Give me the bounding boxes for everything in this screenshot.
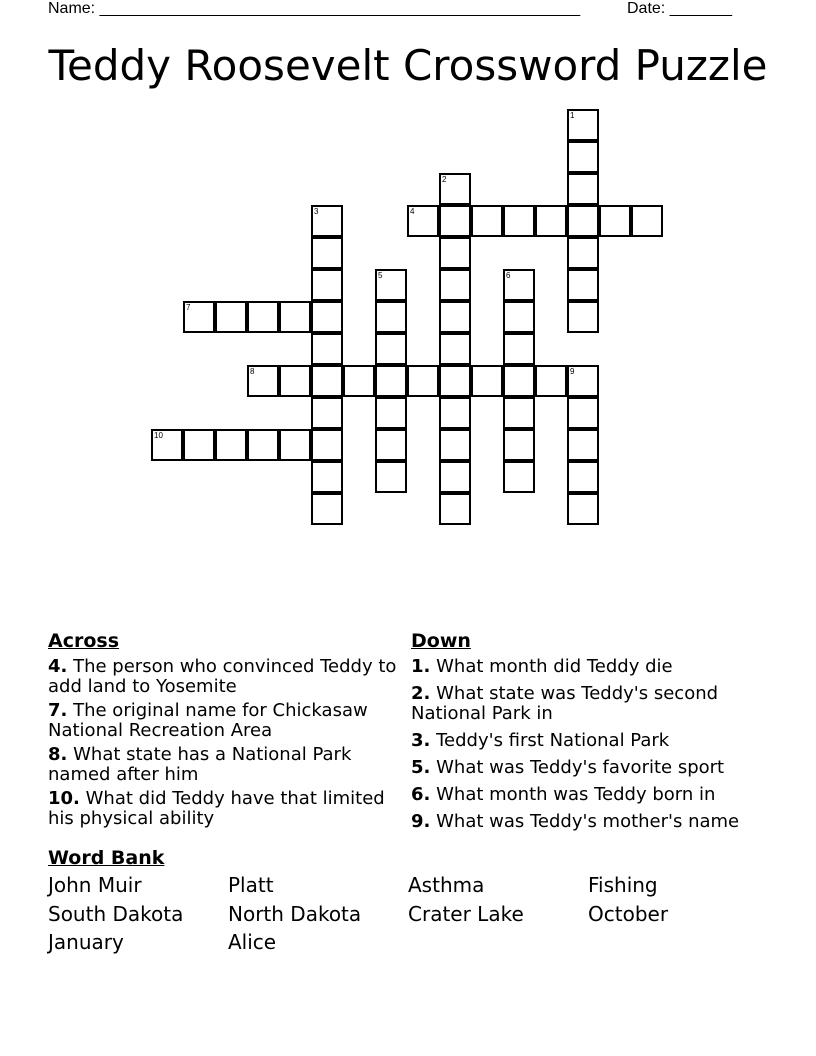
- grid-cell[interactable]: [439, 493, 471, 525]
- grid-cell[interactable]: [311, 333, 343, 365]
- clue-number-label: 8: [250, 367, 255, 376]
- grid-cell[interactable]: [343, 365, 375, 397]
- grid-cell[interactable]: [247, 301, 279, 333]
- clue-text: What was Teddy's favorite sport: [436, 757, 725, 778]
- word-bank-heading: Word Bank: [48, 847, 165, 869]
- down-heading: Down: [411, 630, 471, 652]
- word-bank-item: January: [48, 930, 124, 954]
- grid-cell[interactable]: [439, 269, 471, 301]
- grid-cell[interactable]: [247, 365, 279, 397]
- grid-cell[interactable]: [439, 301, 471, 333]
- grid-cell[interactable]: [567, 205, 599, 237]
- clue-number: 7.: [48, 700, 68, 721]
- grid-cell[interactable]: [439, 461, 471, 493]
- grid-cell[interactable]: [407, 205, 439, 237]
- grid-cell[interactable]: [471, 365, 503, 397]
- clue-text: What state was Teddy's second National Park in: [411, 683, 719, 724]
- grid-cell[interactable]: [407, 365, 439, 397]
- grid-cell[interactable]: [215, 429, 247, 461]
- clue-text: The person who convinced Teddy to add land to Yosemite: [48, 656, 397, 697]
- word-bank-item: Platt: [228, 873, 274, 897]
- grid-cell[interactable]: [279, 429, 311, 461]
- grid-cell[interactable]: [567, 301, 599, 333]
- grid-cell[interactable]: [375, 269, 407, 301]
- grid-cell[interactable]: [567, 397, 599, 429]
- grid-cell[interactable]: [311, 237, 343, 269]
- grid-cell[interactable]: [375, 333, 407, 365]
- word-bank-item: October: [588, 902, 669, 926]
- word-bank-item: Asthma: [408, 873, 485, 897]
- grid-cell[interactable]: [567, 429, 599, 461]
- grid-cell[interactable]: [183, 429, 215, 461]
- across-clue: [48, 745, 400, 785]
- grid-cell[interactable]: [599, 205, 631, 237]
- grid-cell[interactable]: [311, 365, 343, 397]
- date-field[interactable]: Date: _______: [627, 0, 732, 17]
- grid-cell[interactable]: [311, 301, 343, 333]
- across-clue: [48, 657, 400, 697]
- down-clue: [411, 812, 751, 832]
- grid-cell[interactable]: [503, 269, 535, 301]
- word-bank-item: Fishing: [588, 873, 658, 897]
- grid-cell[interactable]: [311, 397, 343, 429]
- grid-cell[interactable]: [503, 333, 535, 365]
- grid-cell[interactable]: [503, 429, 535, 461]
- down-clue: [411, 731, 751, 751]
- clue-number-label: 4: [410, 207, 415, 216]
- grid-cell[interactable]: [439, 237, 471, 269]
- word-bank-item: Alice: [228, 930, 277, 954]
- grid-cell[interactable]: [279, 301, 311, 333]
- grid-cell[interactable]: [439, 333, 471, 365]
- grid-cell[interactable]: [151, 429, 183, 461]
- grid-cell[interactable]: [503, 205, 535, 237]
- across-clue: [48, 701, 400, 741]
- grid-cell[interactable]: [567, 365, 599, 397]
- grid-cell[interactable]: [567, 461, 599, 493]
- clue-number: 10.: [48, 788, 80, 809]
- clue-number-label: 9: [570, 367, 575, 376]
- grid-cell[interactable]: [311, 493, 343, 525]
- clue-number: 3.: [411, 730, 431, 751]
- grid-cell[interactable]: [567, 109, 599, 141]
- down-clue: [411, 758, 751, 778]
- clue-number: 8.: [48, 744, 68, 765]
- grid-cell[interactable]: [311, 461, 343, 493]
- across-clue: [48, 789, 400, 829]
- clue-text: What month was Teddy born in: [436, 784, 716, 805]
- clue-text: What state has a National Park named after him: [48, 744, 352, 785]
- clue-number: 4.: [48, 656, 68, 677]
- clue-text: What month did Teddy die: [436, 656, 673, 677]
- grid-cell[interactable]: [375, 365, 407, 397]
- clue-number: 5.: [411, 757, 431, 778]
- grid-cell[interactable]: [503, 461, 535, 493]
- grid-cell[interactable]: [535, 205, 567, 237]
- grid-cell[interactable]: [439, 205, 471, 237]
- grid-cell[interactable]: [503, 301, 535, 333]
- clue-number-label: 2: [442, 175, 447, 184]
- grid-cell[interactable]: [471, 205, 503, 237]
- grid-cell[interactable]: [503, 365, 535, 397]
- clue-text: The original name for Chickasaw National Recreation Area: [48, 700, 368, 741]
- grid-cell[interactable]: [439, 397, 471, 429]
- grid-cell[interactable]: [439, 429, 471, 461]
- down-clue-list: [411, 657, 751, 839]
- clue-number-label: 7: [186, 303, 191, 312]
- grid-cell[interactable]: [503, 397, 535, 429]
- grid-cell[interactable]: [375, 429, 407, 461]
- clue-number-label: 6: [506, 271, 511, 280]
- clue-number-label: 1: [570, 111, 575, 120]
- clue-number-label: 5: [378, 271, 383, 280]
- grid-cell[interactable]: [247, 429, 279, 461]
- down-clue: [411, 684, 751, 724]
- clue-number: 9.: [411, 811, 431, 832]
- page-title: Teddy Roosevelt Crossword Puzzle: [48, 41, 768, 90]
- grid-cell[interactable]: [567, 237, 599, 269]
- grid-cell[interactable]: [311, 429, 343, 461]
- grid-cell[interactable]: [439, 173, 471, 205]
- grid-cell[interactable]: [535, 365, 567, 397]
- clue-text: Teddy's first National Park: [436, 730, 670, 751]
- clue-number: 6.: [411, 784, 431, 805]
- clue-text: What did Teddy have that limited his physical ability: [48, 788, 385, 829]
- down-clue: [411, 785, 751, 805]
- down-clue: [411, 657, 751, 677]
- grid-cell[interactable]: [215, 301, 247, 333]
- grid-cell[interactable]: [311, 269, 343, 301]
- grid-cell[interactable]: [279, 365, 311, 397]
- word-bank-item: South Dakota: [48, 902, 184, 926]
- grid-cell[interactable]: [311, 205, 343, 237]
- word-bank-item: North Dakota: [228, 902, 362, 926]
- clue-number-label: 3: [314, 207, 319, 216]
- grid-cell[interactable]: [567, 141, 599, 173]
- grid-cell[interactable]: [567, 269, 599, 301]
- across-heading: Across: [48, 630, 120, 652]
- grid-cell[interactable]: [631, 205, 663, 237]
- grid-cell[interactable]: [375, 461, 407, 493]
- name-field[interactable]: Name: ______________________________________________________: [48, 0, 581, 17]
- across-clue-list: [48, 657, 400, 833]
- grid-cell[interactable]: [567, 173, 599, 205]
- word-bank-item: Crater Lake: [408, 902, 524, 926]
- clue-number-label: 10: [154, 431, 163, 440]
- clue-text: What was Teddy's mother's name: [436, 811, 740, 832]
- grid-cell[interactable]: [183, 301, 215, 333]
- word-bank-item: John Muir: [48, 873, 142, 897]
- grid-cell[interactable]: [567, 493, 599, 525]
- grid-cell[interactable]: [439, 365, 471, 397]
- grid-cell[interactable]: [375, 397, 407, 429]
- grid-cell[interactable]: [375, 301, 407, 333]
- clue-number: 1.: [411, 656, 431, 677]
- clue-number: 2.: [411, 683, 431, 704]
